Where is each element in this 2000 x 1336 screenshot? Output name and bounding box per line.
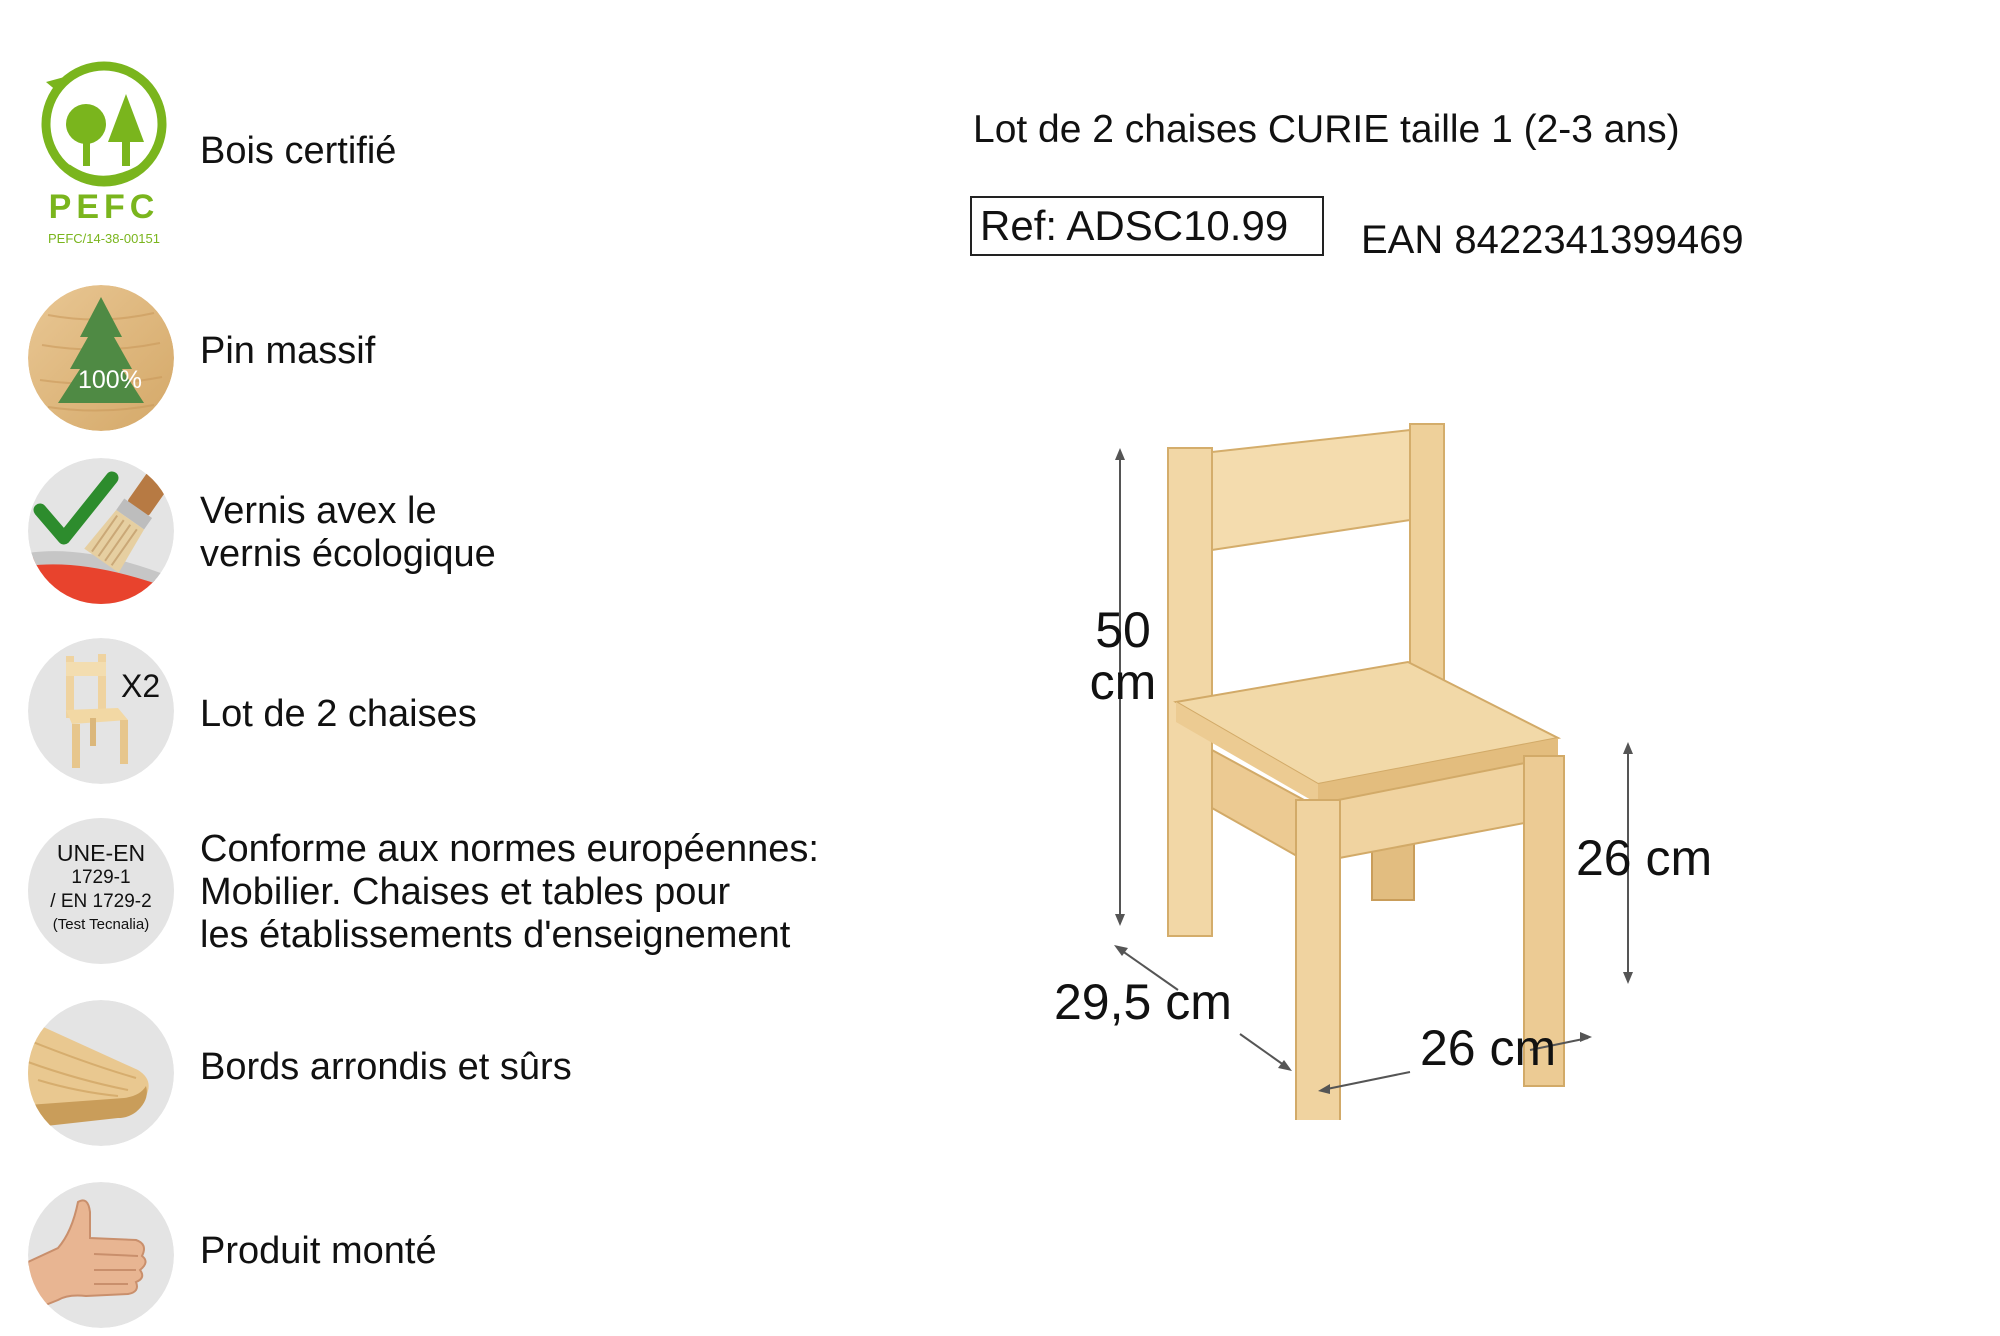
feature-set-of-two (0, 638, 960, 788)
feature-label: Vernis avex le vernis écologique (200, 490, 496, 575)
feature-label: Bois certifié (200, 130, 397, 172)
dimension-seat-height: 26 cm (1576, 830, 1713, 886)
dimension-height: 50 cm (1089, 602, 1157, 710)
norm-line-4: (Test Tecnalia) (52, 916, 150, 933)
varnish-brush-icon (28, 458, 174, 604)
pefc-logo-text: PEFC (48, 188, 160, 226)
feature-eco-varnish (0, 458, 960, 608)
feature-label: Bords arrondis et sûrs (200, 1046, 572, 1088)
rounded-edge-icon (28, 1000, 174, 1146)
feature-label: Produit monté (200, 1230, 437, 1272)
pine-tree-icon (28, 285, 174, 431)
product-ean: EAN 8422341399469 (1361, 218, 1744, 262)
product-reference: Ref: ADSC10.99 (970, 196, 1324, 256)
feature-assembled (0, 1182, 960, 1332)
chair-front-leg-left (1296, 800, 1340, 1120)
feature-certified-wood (0, 130, 960, 280)
feature-rounded-edges (0, 1000, 960, 1150)
dimension-depth: 29,5 cm (1054, 974, 1232, 1030)
chair-pair-icon (28, 638, 174, 784)
thumbs-up-icon (28, 1182, 174, 1328)
norm-line-3: / EN 1729-2 (50, 891, 152, 912)
norm-line-2: 1729-1 (71, 867, 131, 888)
product-title: Lot de 2 chaises CURIE taille 1 (2-3 ans) (973, 108, 1680, 151)
feature-solid-pine (0, 280, 960, 430)
norm-line-1: UNE-EN (56, 840, 146, 866)
feature-label: Conforme aux normes européennes: Mobilier. Chaises et tables pour les établissements d'enseignement (200, 828, 819, 956)
percent-badge: 100% (78, 366, 142, 394)
feature-eu-standards (0, 818, 960, 968)
dimension-width: 26 cm (1420, 1020, 1557, 1076)
pefc-code: PEFC/14-38-00151 (47, 231, 161, 246)
quantity-badge: X2 (121, 668, 161, 704)
chair-backrest (1212, 430, 1410, 550)
feature-label: Lot de 2 chaises (200, 693, 477, 735)
feature-label: Pin massif (200, 330, 376, 372)
norm-badge-icon (28, 818, 174, 964)
